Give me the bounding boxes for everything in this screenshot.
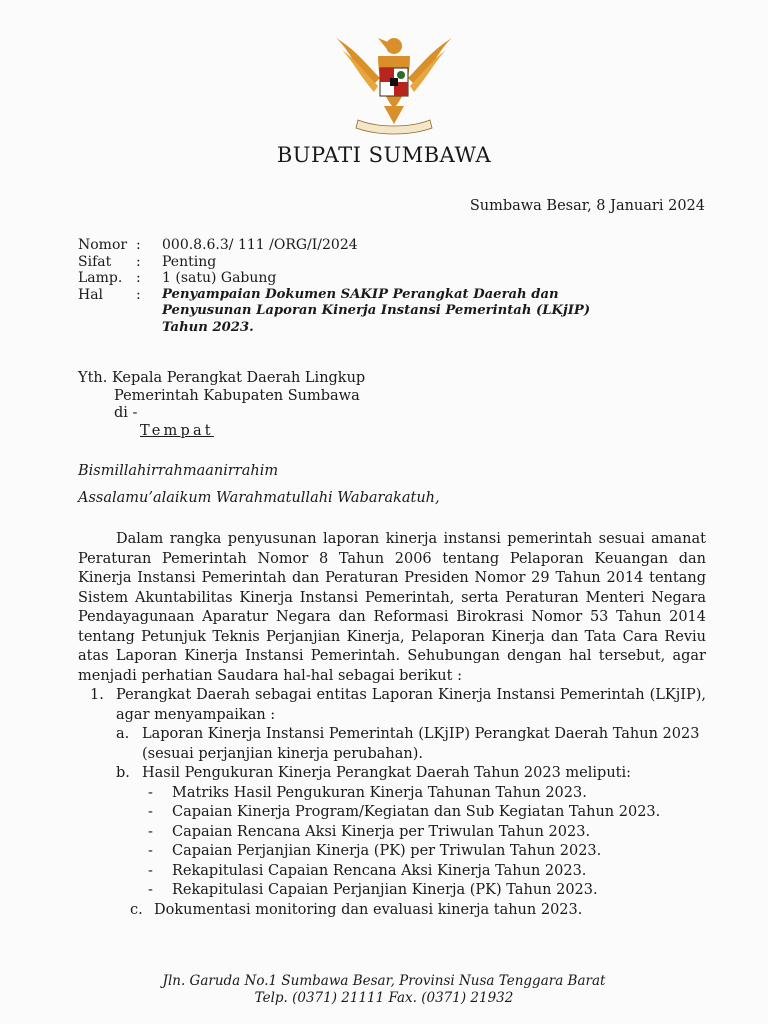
footer-address: Jln. Garuda No.1 Sumbawa Besar, Provinsi Nusa Tenggara Barat [162, 973, 606, 989]
meta-row-lamp [78, 270, 602, 287]
date-line: Sumbawa Besar, 8 Januari 2024 [469, 198, 705, 214]
dash-text: Capaian Rencana Aksi Kinerja per Triwulan Tahun 2023. [172, 823, 591, 840]
sub-text: Laporan Kinerja Instansi Pemerintah (LKjIP) Perangkat Daerah Tahun 2023 (sesuai perjanjian kinerja perubahan). [142, 726, 700, 762]
meta-key: Lamp. [78, 270, 123, 286]
meta-key: Nomor [78, 237, 128, 253]
meta-colon: : [136, 253, 141, 270]
footer-phone: Telp. (0371) 21111 Fax. (0371) 21932 [254, 990, 514, 1006]
body-paragraph: Dalam rangka penyusunan laporan kinerja instansi pemerintah sesuai amanat Peraturan Pemerintah Nomor 8 Tahun 2006 tentang Pelaporan Keuangan dan Kinerja Instansi Pemerintah dan Peraturan Presiden Nomor 29 Tahun 2014 tentang Sistem Akuntabilitas Kinerja Instansi Pemerintah, serta Peraturan Menteri Negara Pendayagunaan Aparatur Negara dan Reformasi Birokrasi Nomor 53 Tahun 2014 tentang Petunjuk Teknis Perjanjian Kinerja, Pelaporan Kinerja dan Tata Cara Reviu atas Laporan Kinerja Instansi Pemerintah. Sehubungan dengan hal tersebut, agar menjadi perhatian Saudara hal-hal sebagai berikut : [78, 531, 706, 684]
letter-body [78, 530, 706, 921]
recipient-place: Tempat [140, 422, 214, 439]
sub-letter: c. [130, 902, 143, 919]
dash-text: Rekapitulasi Capaian Perjanjian Kinerja (PK) Tahun 2023. [172, 882, 598, 899]
dash-text: Matriks Hasil Pengukuran Kinerja Tahunan Tahun 2023. [172, 784, 587, 801]
sub-letter: b. [116, 765, 130, 781]
numbered-list [78, 686, 706, 725]
meta-colon: : [136, 286, 141, 303]
basmalah: Bismillahirrahmaanirrahim [78, 463, 279, 479]
list-text: Perangkat Daerah sebagai entitas Laporan Kinerja Instansi Pemerintah (LKjIP), agar menyampaikan : [116, 687, 706, 723]
meta-row-sifat [78, 254, 602, 271]
list-item [78, 686, 706, 725]
dash-text: Capaian Perjanjian Kinerja (PK) per Triwulan Tahun 2023. [172, 843, 602, 860]
meta-value-subject: Penyampaian Dokumen SAKIP Perangkat Daerah dan Penyusunan Laporan Kinerja Instansi Pemerintah (LKjIP) Tahun 2023. [162, 286, 591, 335]
sub-item-a [78, 725, 706, 764]
sub-letter: a. [116, 726, 130, 742]
meta-key: Hal [78, 286, 104, 303]
meta-value: 1 (satu) Gabung [162, 270, 277, 286]
dash-item: - Capaian Perjanjian Kinerja (PK) per Triwulan Tahun 2023. [78, 842, 706, 862]
meta-value: 000.8.6.3/ 111 /ORG/I/2024 [162, 237, 358, 253]
meta-colon: : [136, 270, 141, 286]
meta-row-nomor [78, 237, 602, 254]
sub-item-c [78, 901, 706, 921]
dash-item: - Rekapitulasi Capaian Perjanjian Kinerja (PK) Tahun 2023. [78, 881, 706, 901]
letter-meta [78, 237, 602, 336]
dash-item: - Rekapitulasi Capaian Rencana Aksi Kinerja Tahun 2023. [78, 862, 706, 882]
sub-text: Dokumentasi monitoring dan evaluasi kinerja tahun 2023. [154, 902, 583, 919]
meta-row-hal [78, 287, 602, 337]
sub-text: Hasil Pengukuran Kinerja Perangkat Daerah Tahun 2023 meliputi: [142, 765, 632, 781]
garuda-emblem-icon [328, 28, 460, 138]
dash-item: - Capaian Rencana Aksi Kinerja per Triwulan Tahun 2023. [78, 823, 706, 843]
dash-text: Rekapitulasi Capaian Rencana Aksi Kinerja Tahun 2023. [172, 862, 587, 879]
sub-item-b [78, 764, 706, 784]
letter-footer [0, 973, 768, 1007]
recipient-line: Yth. Kepala Perangkat Daerah Lingkup [78, 370, 366, 386]
dash-item: - Capaian Kinerja Program/Kegiatan dan Sub Kegiatan Tahun 2023. [78, 803, 706, 823]
recipient-line: Pemerintah Kabupaten Sumbawa [114, 387, 360, 404]
recipient-block [78, 370, 365, 440]
meta-colon: : [136, 237, 141, 253]
recipient-line: di - [114, 405, 138, 421]
letterhead-title: BUPATI SUMBAWA [276, 143, 492, 167]
list-number: 1. [90, 687, 104, 703]
dash-item: - Matriks Hasil Pengukuran Kinerja Tahunan Tahun 2023. [78, 784, 706, 804]
salutation: Assalamu’alaikum Warahmatullahi Wabarakatuh, [78, 490, 440, 506]
meta-value: Penting [162, 253, 217, 270]
dash-text: Capaian Kinerja Program/Kegiatan dan Sub Kegiatan Tahun 2023. [172, 804, 661, 821]
meta-key: Sifat [78, 253, 112, 270]
